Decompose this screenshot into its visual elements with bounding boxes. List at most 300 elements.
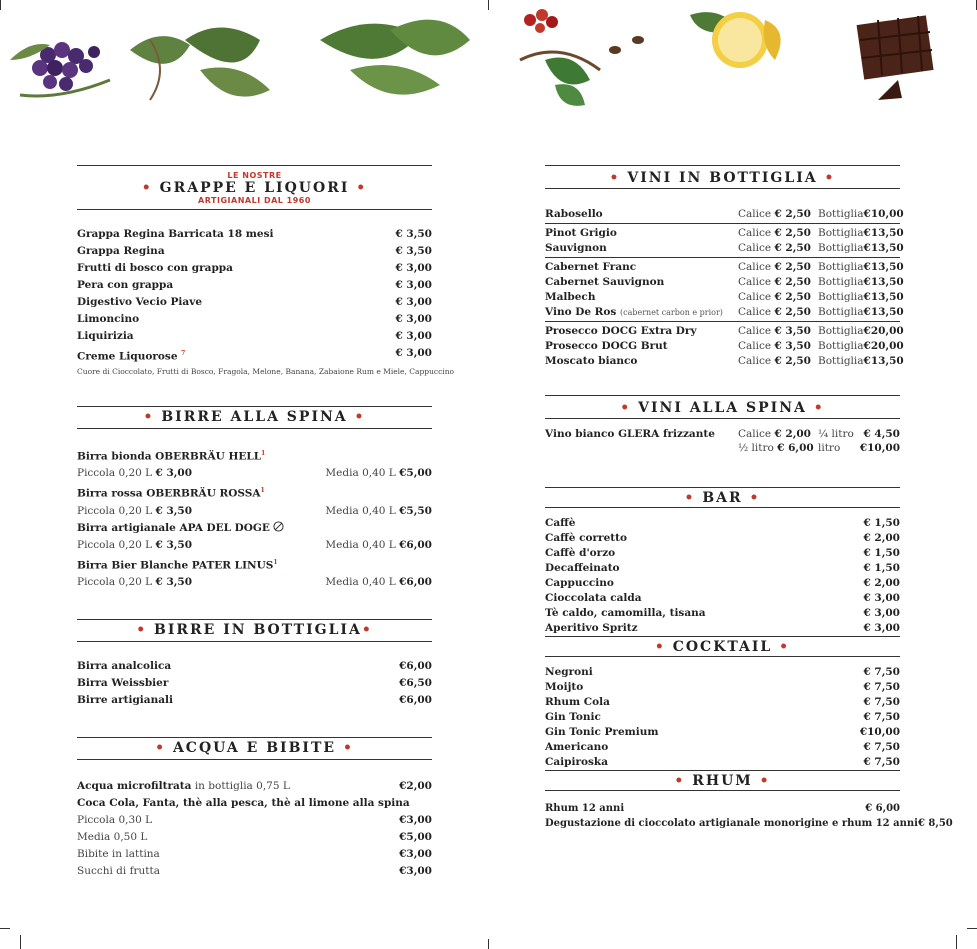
wine-name bbox=[545, 354, 738, 369]
rhum-list bbox=[545, 801, 953, 831]
item-name: Birra analcolica bbox=[77, 660, 172, 672]
item-name: Americano bbox=[545, 741, 609, 753]
wine-row bbox=[545, 305, 904, 322]
grappe-title: • GRAPPE E LIQUORI • bbox=[141, 180, 368, 196]
wine-bottiglia bbox=[818, 354, 904, 369]
item-name bbox=[77, 345, 185, 366]
item-price: € 8,50 bbox=[917, 818, 953, 829]
wine-name bbox=[545, 207, 738, 222]
item-price: € 3,00 bbox=[395, 279, 432, 291]
beer-sup: 1 bbox=[273, 558, 278, 566]
beer-medium bbox=[325, 537, 432, 554]
bottiglia-label: Bottiglia bbox=[818, 208, 864, 220]
wine-name bbox=[545, 305, 738, 320]
beer-small-label: Piccola 0,20 L bbox=[77, 576, 153, 588]
wine-name-text: Pinot Grigio bbox=[545, 227, 617, 239]
bottiglia-label: Bottiglia bbox=[818, 291, 864, 303]
beer-name bbox=[77, 445, 265, 466]
drink-item bbox=[77, 829, 432, 846]
bar-item bbox=[545, 576, 900, 591]
half-price: € 6,00 bbox=[777, 442, 814, 454]
item-name: Aperitivo Spritz bbox=[545, 622, 638, 634]
wine-name-text: Sauvignon bbox=[545, 242, 607, 254]
item-name: Caffè d'orzo bbox=[545, 547, 616, 559]
beer-medium bbox=[325, 574, 432, 591]
grapes-illustration bbox=[10, 42, 110, 96]
gluten-free-icon bbox=[270, 522, 284, 534]
vini-bottiglia-header bbox=[545, 165, 900, 189]
item-name: Birra Weissbier bbox=[77, 677, 169, 689]
item-name-text: Limoncino bbox=[77, 313, 140, 325]
rhum-section bbox=[545, 770, 953, 831]
coffee-berries-illustration bbox=[520, 9, 644, 106]
item-price: €5,00 bbox=[399, 831, 432, 843]
beer-medium-price: €6,00 bbox=[399, 576, 432, 588]
vini-spina-row bbox=[545, 441, 900, 455]
half-label: ½ litro bbox=[738, 442, 774, 454]
item-price: € 1,50 bbox=[863, 517, 900, 529]
crop-mark bbox=[488, 0, 489, 10]
wine-calice bbox=[738, 241, 818, 256]
beer-medium-price: €6,00 bbox=[399, 538, 432, 551]
acqua-section bbox=[77, 737, 432, 880]
beer-name bbox=[77, 482, 265, 503]
beer-name-row bbox=[77, 554, 432, 575]
item-price: € 3,00 bbox=[395, 262, 432, 274]
cocktail-item bbox=[545, 725, 900, 740]
birre-spina-title: • BIRRE ALLA SPINA • bbox=[143, 408, 366, 425]
beer-price-row bbox=[77, 537, 432, 554]
birre-spina-list bbox=[77, 445, 432, 592]
item-price: € 7,50 bbox=[863, 756, 900, 768]
wine-name-text: Rabosello bbox=[545, 208, 603, 220]
cocktail-item bbox=[545, 695, 900, 710]
item-price: €10,00 bbox=[859, 726, 900, 738]
beer-medium-label: Media 0,40 L bbox=[325, 538, 396, 551]
bar-header bbox=[545, 487, 900, 508]
wine-row bbox=[545, 207, 904, 224]
bottiglia-label: Bottiglia bbox=[818, 340, 864, 352]
beer-small bbox=[77, 574, 192, 591]
grappe-item bbox=[77, 277, 432, 294]
item-name: Cappuccino bbox=[545, 577, 614, 589]
cocktail-list bbox=[545, 665, 900, 770]
decorative-banner bbox=[0, 0, 977, 150]
item-price: € 2,00 bbox=[863, 532, 900, 544]
grappe-list bbox=[77, 226, 432, 366]
birre-spina-section bbox=[77, 406, 432, 592]
beer-medium-label: Media 0,40 L bbox=[325, 467, 396, 479]
item-price: € 3,00 bbox=[395, 296, 432, 308]
wine-calice bbox=[738, 226, 818, 241]
item-price: € 3,00 bbox=[395, 347, 432, 359]
wine-bottiglia bbox=[818, 275, 904, 290]
grappe-item bbox=[77, 311, 432, 328]
wine-extra: (cabernet carbon e prior) bbox=[619, 308, 723, 317]
wine-calice bbox=[738, 324, 818, 339]
crop-mark bbox=[488, 939, 489, 949]
item-name bbox=[77, 260, 233, 277]
cocktail-item bbox=[545, 755, 900, 770]
wine-row bbox=[545, 354, 904, 369]
vini-spina-title: • VINI ALLA SPINA • bbox=[620, 400, 825, 416]
item-price: € 7,50 bbox=[863, 666, 900, 678]
beer-medium-label: Media 0,40 L bbox=[325, 576, 396, 588]
nettle-leaves-illustration bbox=[320, 20, 470, 95]
bottiglia-label: Bottiglia bbox=[818, 355, 864, 367]
item-price: € 3,00 bbox=[395, 330, 432, 342]
beer-small-price: € 3,00 bbox=[155, 467, 193, 479]
item-name: Bibite in lattina bbox=[77, 848, 160, 860]
item-price: € 7,50 bbox=[863, 741, 900, 753]
vine-leaves-illustration bbox=[130, 28, 270, 101]
birre-bottiglia-title: • BIRRE IN BOTTIGLIA• bbox=[136, 622, 373, 638]
item-name bbox=[77, 328, 134, 345]
vini-spina-row bbox=[545, 427, 900, 441]
wine-bottiglia bbox=[818, 324, 904, 339]
beer-sup: 1 bbox=[261, 449, 266, 457]
calice-label: Calice bbox=[738, 261, 772, 273]
bottle-beer-item bbox=[77, 692, 432, 709]
beer-name-row bbox=[77, 445, 432, 466]
bar-item bbox=[545, 621, 900, 636]
beer-medium-price: €5,00 bbox=[399, 467, 432, 479]
wine-name-text: Moscato bianco bbox=[545, 355, 638, 367]
grappe-section bbox=[77, 165, 455, 378]
calice-price: € 2,50 bbox=[774, 306, 811, 318]
creme-note: Cuore di Cioccolato, Frutti di Bosco, Fragola, Melone, Banana, Zabaione Rum e Miele, Cappuccino bbox=[77, 366, 455, 376]
bar-list bbox=[545, 516, 900, 636]
beer-sup: 1 bbox=[260, 487, 265, 494]
bottiglia-label: Bottiglia bbox=[818, 325, 864, 337]
beer-price-row bbox=[77, 574, 432, 591]
wine-name-text: Prosecco DOCG Brut bbox=[545, 340, 668, 352]
calice-price: € 2,50 bbox=[774, 261, 811, 273]
bar-title: • BAR • bbox=[684, 490, 761, 506]
bar-item bbox=[545, 531, 900, 546]
item-name: Moijto bbox=[545, 681, 584, 693]
item-name: Negroni bbox=[545, 666, 593, 678]
left-column bbox=[77, 165, 455, 880]
cocktail-item bbox=[545, 680, 900, 695]
item-name-text: Digestivo Vecio Piave bbox=[77, 296, 203, 308]
item-name: Media 0,50 L bbox=[77, 831, 148, 843]
drink-item bbox=[77, 812, 432, 829]
acqua-row bbox=[77, 778, 432, 795]
birre-bottiglia-list bbox=[77, 658, 432, 709]
chocolate-illustration bbox=[857, 15, 934, 100]
calice-label: Calice bbox=[738, 340, 772, 352]
item-name-text: Creme Liquorose bbox=[77, 350, 178, 363]
vini-spina-section bbox=[545, 395, 900, 455]
calice-price: € 2,50 bbox=[774, 276, 811, 288]
item-price: €6,50 bbox=[399, 677, 432, 689]
wine-calice bbox=[738, 207, 818, 222]
item-price: €3,00 bbox=[399, 865, 432, 877]
wine-name bbox=[545, 241, 738, 256]
item-price: € 6,00 bbox=[865, 803, 900, 814]
calice-label: Calice bbox=[738, 325, 772, 337]
crop-mark bbox=[967, 928, 977, 929]
wine-bottiglia bbox=[818, 290, 904, 305]
bottle-beer-item bbox=[77, 675, 432, 692]
quarter-price: € 4,50 bbox=[863, 428, 900, 440]
acqua-detail: in bottiglia 0,75 L bbox=[194, 780, 290, 792]
item-name: Caffè corretto bbox=[545, 532, 627, 544]
wine-bottiglia bbox=[818, 226, 904, 241]
grappe-header bbox=[77, 165, 432, 210]
litro-price: €10,00 bbox=[859, 442, 900, 454]
rhum-item bbox=[545, 816, 953, 831]
lemon-illustration bbox=[690, 12, 781, 68]
item-price: € 7,50 bbox=[863, 711, 900, 723]
drink-item bbox=[77, 846, 432, 863]
acqua-list bbox=[77, 778, 432, 880]
wine-bottiglia bbox=[818, 207, 904, 222]
vini-spina-header bbox=[545, 395, 900, 419]
beer-small-label: Piccola 0,20 L bbox=[77, 504, 153, 517]
beer-medium bbox=[325, 465, 432, 482]
beer-small-price: € 3,50 bbox=[155, 576, 193, 588]
beer-small-label: Piccola 0,20 L bbox=[77, 467, 153, 479]
item-name bbox=[77, 294, 202, 311]
vini-spina-list bbox=[545, 427, 900, 455]
item-price: €6,00 bbox=[399, 694, 432, 706]
bottiglia-price: €10,00 bbox=[863, 208, 904, 220]
calice-label: Calice bbox=[738, 242, 772, 254]
item-name: Rhum Cola bbox=[545, 696, 610, 708]
bottiglia-price: €13,50 bbox=[863, 227, 904, 239]
cocktail-item bbox=[545, 665, 900, 680]
beer-small bbox=[77, 465, 192, 482]
bar-item bbox=[545, 606, 900, 621]
cocktail-header bbox=[545, 636, 900, 657]
wine-calice bbox=[738, 260, 818, 275]
item-name bbox=[77, 243, 165, 260]
calice-label: Calice bbox=[738, 291, 772, 303]
item-name: Rhum 12 anni bbox=[545, 803, 625, 814]
litro-label: litro bbox=[818, 442, 841, 454]
wine-name bbox=[545, 324, 738, 339]
wine-name-text: Vino De Ros bbox=[545, 306, 617, 318]
item-name bbox=[77, 311, 139, 328]
item-name: Gin Tonic Premium bbox=[545, 726, 659, 738]
beer-small bbox=[77, 537, 192, 554]
item-name: Birre artigianali bbox=[77, 694, 173, 706]
beer-name-text: Birra Bier Blanche PATER LINUS bbox=[77, 559, 274, 571]
item-name bbox=[77, 226, 273, 243]
calice-price: € 2,50 bbox=[774, 208, 811, 220]
birre-bottiglia-header bbox=[77, 619, 432, 642]
wine-name bbox=[545, 339, 738, 354]
bottle-beer-item bbox=[77, 658, 432, 675]
bottiglia-price: €13,50 bbox=[863, 355, 904, 367]
cocktail-item bbox=[545, 710, 900, 725]
vini-bottiglia-list bbox=[545, 207, 904, 369]
rhum-item bbox=[545, 801, 900, 816]
calice-price: € 2,50 bbox=[774, 227, 811, 239]
item-name: Cioccolata calda bbox=[545, 592, 642, 604]
cola-row bbox=[77, 795, 432, 812]
wine-name-text: Malbech bbox=[545, 291, 596, 303]
vini-spina-name: Vino bianco GLERA frizzante bbox=[545, 428, 715, 440]
wine-row bbox=[545, 275, 904, 290]
beer-medium bbox=[325, 503, 432, 520]
bar-item bbox=[545, 516, 900, 531]
wine-name-text: Prosecco DOCG Extra Dry bbox=[545, 325, 697, 337]
calice-price: € 3,50 bbox=[774, 325, 811, 337]
wine-row bbox=[545, 226, 904, 241]
vini-bottiglia-title: • VINI IN BOTTIGLIA • bbox=[609, 170, 836, 186]
acqua-price: €2,00 bbox=[399, 780, 432, 792]
beer-name-text: Birra rossa OBERBRÄU ROSSA bbox=[77, 487, 261, 500]
birre-spina-header bbox=[77, 406, 432, 429]
bottiglia-label: Bottiglia bbox=[818, 227, 864, 239]
beer-medium-price: €5,50 bbox=[399, 504, 432, 517]
beer-name-row bbox=[77, 520, 432, 537]
item-name-text: Liquirizia bbox=[77, 330, 134, 342]
item-name-text: Pera con grappa bbox=[77, 279, 174, 291]
item-price: € 3,50 bbox=[395, 245, 432, 257]
acqua-items bbox=[77, 812, 432, 880]
item-price: €3,00 bbox=[399, 848, 432, 860]
wine-calice bbox=[738, 290, 818, 305]
item-name: Decaffeinato bbox=[545, 562, 620, 574]
bar-item bbox=[545, 591, 900, 606]
item-price: € 3,50 bbox=[395, 228, 432, 240]
item-price: € 1,50 bbox=[863, 547, 900, 559]
grappe-item bbox=[77, 294, 432, 311]
wine-row bbox=[545, 260, 904, 275]
item-price: € 3,00 bbox=[863, 622, 900, 634]
wine-name-text: Cabernet Franc bbox=[545, 261, 637, 273]
item-name: Piccola 0,30 L bbox=[77, 814, 153, 826]
grappe-item bbox=[77, 243, 432, 260]
crop-mark bbox=[956, 935, 957, 949]
item-name: Succhi di frutta bbox=[77, 865, 160, 877]
item-name: Degustazione di cioccolato artigianale monorigine e rhum 12 anni bbox=[545, 818, 918, 829]
wine-name bbox=[545, 226, 738, 241]
grappe-item bbox=[77, 260, 432, 277]
wine-calice bbox=[738, 339, 818, 354]
grappe-item bbox=[77, 226, 432, 243]
drink-item bbox=[77, 863, 432, 880]
item-price: € 3,00 bbox=[863, 607, 900, 619]
item-price: € 1,50 bbox=[863, 562, 900, 574]
acqua-name: Acqua microfiltrata bbox=[77, 780, 192, 792]
wine-row bbox=[545, 290, 904, 305]
vini-bottiglia-section bbox=[545, 165, 904, 369]
calice-label: Calice bbox=[738, 276, 772, 288]
bottiglia-price: €13,50 bbox=[863, 261, 904, 273]
bottiglia-label: Bottiglia bbox=[818, 261, 864, 273]
beer-small-label: Piccola 0,20 L bbox=[77, 538, 153, 551]
item-price: € 7,50 bbox=[863, 681, 900, 693]
right-column bbox=[545, 165, 953, 831]
beer-price-row bbox=[77, 465, 432, 482]
bottiglia-price: €20,00 bbox=[863, 340, 904, 352]
item-name-text: Grappa Regina Barricata 18 mesi bbox=[77, 228, 274, 240]
rhum-header bbox=[545, 770, 900, 791]
beer-small-price: € 3,50 bbox=[155, 538, 193, 551]
wine-bottiglia bbox=[818, 339, 904, 354]
item-price: € 7,50 bbox=[863, 696, 900, 708]
item-name bbox=[77, 277, 173, 294]
bottiglia-label: Bottiglia bbox=[818, 276, 864, 288]
wine-name bbox=[545, 260, 738, 275]
calice-price: € 3,50 bbox=[774, 340, 811, 352]
bottiglia-price: €13,50 bbox=[863, 306, 904, 318]
quarter-label: ¼ litro bbox=[818, 428, 854, 440]
bottiglia-price: €13,50 bbox=[863, 291, 904, 303]
item-sup: 7 bbox=[181, 350, 186, 357]
bottiglia-label: Bottiglia bbox=[818, 242, 864, 254]
beer-name-text: Birra artigianale APA DEL DOGE bbox=[77, 521, 270, 534]
calice-label: Calice bbox=[738, 227, 772, 239]
calice-label: Calice bbox=[738, 428, 772, 440]
item-name-text: Frutti di bosco con grappa bbox=[77, 262, 233, 274]
calice-label: Calice bbox=[738, 208, 772, 220]
wine-row bbox=[545, 339, 904, 354]
cocktail-item bbox=[545, 740, 900, 755]
rhum-title: • RHUM • bbox=[674, 773, 771, 789]
item-price: € 2,00 bbox=[863, 577, 900, 589]
beer-name bbox=[77, 554, 278, 575]
beer-name-row bbox=[77, 482, 432, 503]
beer-medium-label: Media 0,40 L bbox=[325, 504, 396, 517]
calice-label: Calice bbox=[738, 306, 772, 318]
wine-calice bbox=[738, 305, 818, 320]
item-name: Gin Tonic bbox=[545, 711, 601, 723]
bar-item bbox=[545, 561, 900, 576]
wine-name bbox=[545, 290, 738, 305]
item-price: € 3,00 bbox=[863, 592, 900, 604]
bottiglia-price: €20,00 bbox=[863, 325, 904, 337]
crop-mark bbox=[0, 0, 1, 10]
grappe-item bbox=[77, 345, 432, 366]
beer-price-row bbox=[77, 503, 432, 520]
grappe-top-label: LE NOSTRE bbox=[227, 171, 282, 180]
acqua-header bbox=[77, 737, 432, 760]
item-name: Caipiroska bbox=[545, 756, 609, 768]
calice-price: € 2,50 bbox=[774, 355, 811, 367]
item-price: € 3,00 bbox=[395, 313, 432, 325]
calice-price: € 2,00 bbox=[774, 428, 811, 440]
wine-name-text: Cabernet Sauvignon bbox=[545, 276, 665, 288]
bottiglia-price: €13,50 bbox=[863, 242, 904, 254]
cocktail-title: • COCKTAIL • bbox=[654, 639, 791, 655]
calice-price: € 2,50 bbox=[774, 291, 811, 303]
item-price: €6,00 bbox=[399, 660, 432, 672]
item-price: €3,00 bbox=[399, 814, 432, 826]
birre-bottiglia-section bbox=[77, 619, 432, 709]
acqua-title: • ACQUA E BIBITE • bbox=[155, 740, 354, 756]
grappe-item bbox=[77, 328, 432, 345]
wine-name bbox=[545, 275, 738, 290]
bottiglia-label: Bottiglia bbox=[818, 306, 864, 318]
wine-row bbox=[545, 241, 904, 258]
bar-item bbox=[545, 546, 900, 561]
crop-mark bbox=[20, 935, 21, 949]
calice-label: Calice bbox=[738, 355, 772, 367]
wine-row bbox=[545, 324, 904, 339]
item-name: Tè caldo, camomilla, tisana bbox=[545, 607, 706, 619]
beer-small-price: € 3,50 bbox=[155, 504, 193, 517]
cocktail-section bbox=[545, 636, 900, 770]
wine-calice bbox=[738, 354, 818, 369]
item-name-text: Grappa Regina bbox=[77, 245, 165, 257]
grappe-bottom-label: ARTIGIANALI DAL 1960 bbox=[198, 196, 311, 205]
